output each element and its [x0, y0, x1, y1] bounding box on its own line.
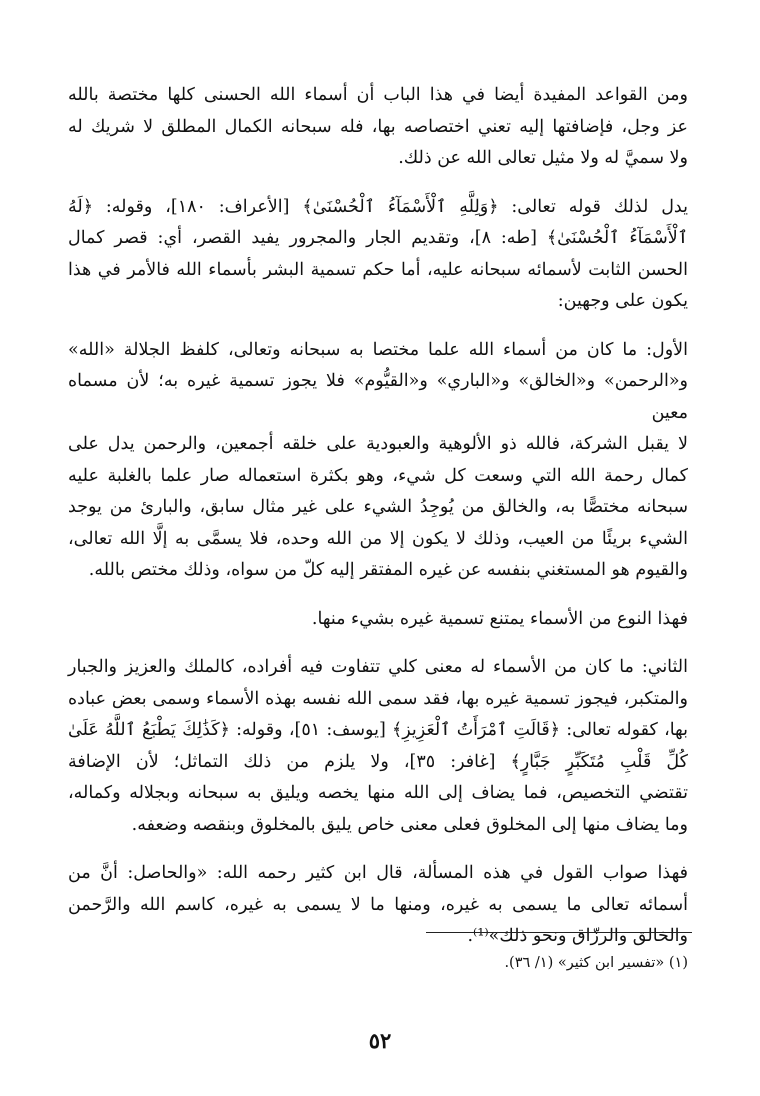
- text-line: وما يضاف منها إلى المخلوق فعلى معنى خاص يليق بالمخلوق وبنقصه وضعفه.: [131, 814, 688, 835]
- text-line: الثاني: ما كان من الأسماء له معنى كلي تتفاوت فيه أفراده، كالملك والعزيز والجبار: [68, 657, 688, 677]
- paragraph-1: [68, 80, 688, 175]
- paragraph-2: [68, 192, 688, 318]
- paragraph-6: [68, 858, 688, 953]
- text-line: الأول: ما كان من أسماء الله علما مختصا به سبحانه وتعالى، كلفظ الجلالة «الله»: [68, 339, 688, 360]
- main-text: [68, 80, 688, 953]
- text-line: تقتضي التخصيص، فما يضاف إلى الله منها يخصه ويليق به سبحانه وبجلاله وكماله،: [68, 783, 688, 803]
- text-line: عز وجل، فإضافتها إليه تعني اختصاصه بها، فله سبحانه الكمال المطلق لا شريك له: [68, 116, 688, 137]
- text-line: بها، كقوله تعالى: ﴿قَالَتِ ٱمْرَأَتُ ٱلْعَزِيزِ﴾ [يوسف: ٥١]، وقوله: ﴿كَذَٰلِكَ يَطْبَعُ ٱللَّهُ عَلَىٰ: [68, 720, 688, 740]
- text-line: ومن القواعد المفيدة أيضا في هذا الباب أن أسماء الله الحسنى كلها مختصة بالله: [68, 85, 688, 105]
- text-line: الحسن الثابت لأسمائه سبحانه عليه، أما حكم تسمية البشر بأسماء الله فالأمر في هذا: [68, 259, 688, 280]
- text-line: والقيوم هو المستغني بنفسه عن غيره المفتقر إليه كلّ من سواه، وذلك مختص بالله.: [88, 560, 688, 580]
- text-line: و«الرحمن» و«الخالق» و«الباري» و«القيُّوم» فلا يجوز تسمية غيره به؛ لأن مسماه معين: [68, 371, 688, 423]
- text-line: فهذا صواب القول في هذه المسألة، قال ابن كثير رحمه الله: «والحاصل: أنَّ من: [68, 863, 688, 883]
- text-line: والمتكبر، فيجوز تسمية غيره بها، فقد سمى الله نفسه بهذه الأسماء وسمى بعض عباده: [68, 688, 688, 709]
- text-line: يدل لذلك قوله تعالى: ﴿وَلِلَّهِ ٱلْأَسْمَآءُ ٱلْحُسْنَىٰ﴾ [الأعراف: ١٨٠]، وقوله: ﴿لَهُ: [68, 196, 688, 217]
- text-line: كمال رحمة الله التي وسعت كل شيء، وهو بكثرة استعماله صار علما بالغلبة عليه: [68, 465, 688, 486]
- footnote-divider: [426, 932, 692, 933]
- paragraph-5: [68, 652, 688, 841]
- footnote: (١) «تفسير ابن كثير» (١/ ٣٦).: [504, 955, 688, 971]
- text-line: الشيء بريئًا من العيب، وذلك لا يكون إلا من الله وحده، فلا يسمَّى به إلَّا الله تعالى،: [68, 528, 688, 549]
- paragraph-3: [68, 335, 688, 587]
- text-line: لا يقبل الشركة، فالله ذو الألوهية والعبودية على خلقه أجمعين، والرحمن يدل على: [68, 434, 688, 454]
- text-line: سبحانه مختصًّا به، والخالق من يُوجِدُ الشيء على غير مثال سابق، والبارئ من يوجد: [68, 497, 688, 517]
- page-number: ٥٢: [368, 1028, 392, 1053]
- text-line: فهذا النوع من الأسماء يمتنع تسمية غيره بشيء منها.: [311, 608, 688, 629]
- text-line: ولا سميَّ له ولا مثيل تعالى الله عن ذلك.: [398, 148, 688, 168]
- text-line: يكون على وجهين:: [557, 291, 688, 311]
- text-line: والخالق والرزّاق ونحو ذلك»⁽¹⁾.: [467, 926, 688, 946]
- text-line: ٱلْأَسْمَآءُ ٱلْحُسْنَىٰ﴾ [طه: ٨]، وتقديم الجار والمجرور يفيد القصر، أي: قصر كمال: [68, 228, 689, 248]
- text-line: أسمائه تعالى ما يسمى به غيره، ومنها ما لا يسمى به غيره، كاسم الله والرَّحمن: [68, 894, 688, 915]
- paragraph-4: [68, 604, 688, 636]
- text-line: كُلِّ قَلْبِ مُتَكَبِّرٍ جَبَّارٍ﴾ [غافر: ٣٥]، ولا يلزم من ذلك التماثل؛ لأن الإضافة: [68, 751, 688, 772]
